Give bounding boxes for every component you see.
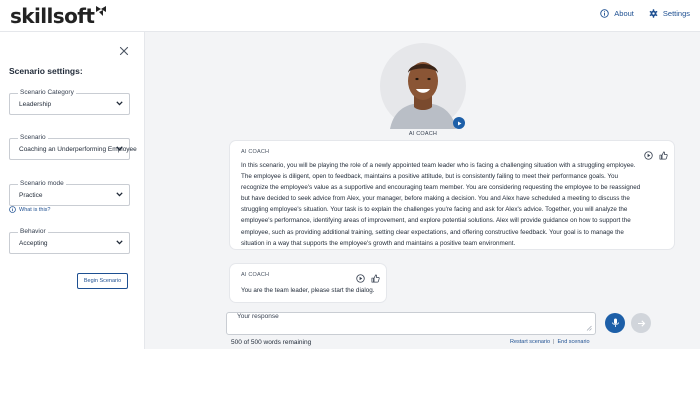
top-bar (0, 0, 700, 32)
chevron-down-icon (116, 101, 123, 106)
behavior-select[interactable] (9, 228, 130, 254)
field-legend: Scenario Category (20, 89, 74, 96)
scenario-mode-select[interactable] (9, 180, 130, 206)
field-legend: Behavior (20, 228, 46, 235)
thumbs-up-button[interactable] (659, 147, 668, 165)
message-sender: AI COACH (241, 149, 270, 155)
play-circle-icon (356, 274, 365, 283)
response-input[interactable] (226, 312, 596, 335)
restart-scenario-link[interactable]: Restart scenario (510, 339, 551, 345)
settings-label: Settings (662, 9, 690, 18)
response-label: Your response (237, 313, 279, 320)
field-value: Practice (19, 192, 43, 199)
coach-play-button[interactable] (453, 117, 465, 129)
coach-message (230, 264, 386, 302)
message-text (241, 285, 375, 296)
play-audio-button[interactable] (644, 147, 653, 165)
field-legend: Scenario mode (20, 180, 64, 187)
info-icon (600, 9, 609, 18)
message-line: situation in a way that supports the employee's growth and maintains a positive team environment. (241, 239, 516, 247)
help-icon (9, 206, 16, 213)
field-value: Coaching an Underperforming Employee (19, 146, 137, 153)
thumbs-up-icon (371, 274, 380, 283)
settings-link[interactable] (649, 9, 690, 18)
play-circle-icon (644, 151, 653, 160)
play-icon (457, 121, 462, 126)
logo-text: skillsoft (10, 4, 95, 28)
scenario-settings-sidebar (0, 32, 145, 349)
message-line: struggling employee's situation. Your task is to explain the challenges you're facing and ask for Alex's advice. Together, you will analyze the (241, 206, 628, 214)
message-line: employee's performance, identifying areas of improvement, and explore potential solutions. Alex will provide guidance on how to support the (241, 217, 631, 225)
message-actions (644, 147, 668, 165)
scenario-select[interactable] (9, 134, 137, 160)
close-icon[interactable] (119, 46, 129, 56)
resize-handle-icon[interactable] (586, 325, 592, 331)
gear-icon (649, 9, 658, 18)
whats-this-label: What is this? (19, 206, 51, 213)
logo-mark-icon (95, 5, 107, 17)
chevron-down-icon (116, 240, 123, 245)
message-line: employee, such as providing additional training, setting clear expectations, and offering constructive feedback. Your goal is to manage the (241, 228, 624, 236)
scenario-controls (510, 339, 590, 345)
message-line: The employee is diligent, open to feedback, maintains a positive attitude, but is consistently failing to meet their performance goals. You (241, 173, 618, 181)
field-legend: Scenario (20, 134, 46, 141)
field-value: Accepting (19, 240, 48, 247)
begin-scenario-button[interactable]: Begin Scenario (77, 273, 128, 289)
whats-this-link[interactable] (9, 206, 50, 213)
scenario-category-select[interactable] (9, 89, 130, 115)
chevron-down-icon (116, 146, 123, 151)
message-line: recognize the employee's value as a supportive and encouraging team member. You are considering requesting the employee to be reassigned (241, 184, 641, 192)
message-line: In this scenario, you will be playing the role of a newly appointed team leader who is facing a challenging situation with a struggling employee. (241, 162, 636, 169)
send-button[interactable] (631, 313, 651, 333)
chevron-down-icon (116, 192, 123, 197)
coach-message (230, 141, 674, 249)
ai-coach-avatar (380, 43, 466, 129)
top-actions (600, 9, 690, 18)
message-sender: AI COACH (241, 272, 270, 278)
microphone-button[interactable] (605, 313, 625, 333)
microphone-icon (611, 318, 620, 328)
coach-caption: AI COACH (408, 131, 438, 137)
about-link[interactable] (600, 9, 634, 18)
separator: | (553, 339, 555, 345)
message-line: but have decided to seek advice from Alex, your manager, before making a decision. You and Alex have scheduled a meeting to discuss the (241, 195, 630, 203)
thumbs-up-icon (659, 151, 668, 160)
settings-title: Scenario settings: (9, 66, 83, 76)
field-value: Leadership (19, 101, 52, 108)
message-line: You are the team leader, please start the dialog. (241, 287, 375, 294)
coach-portrait-icon (380, 43, 466, 129)
word-counter: 500 of 500 words remaining (231, 339, 312, 346)
chat-area (145, 32, 700, 349)
skillsoft-logo[interactable] (10, 4, 107, 28)
about-label: About (614, 9, 634, 18)
arrow-right-icon (637, 319, 646, 328)
end-scenario-link[interactable]: End scenario (557, 339, 590, 345)
message-text (241, 160, 640, 249)
